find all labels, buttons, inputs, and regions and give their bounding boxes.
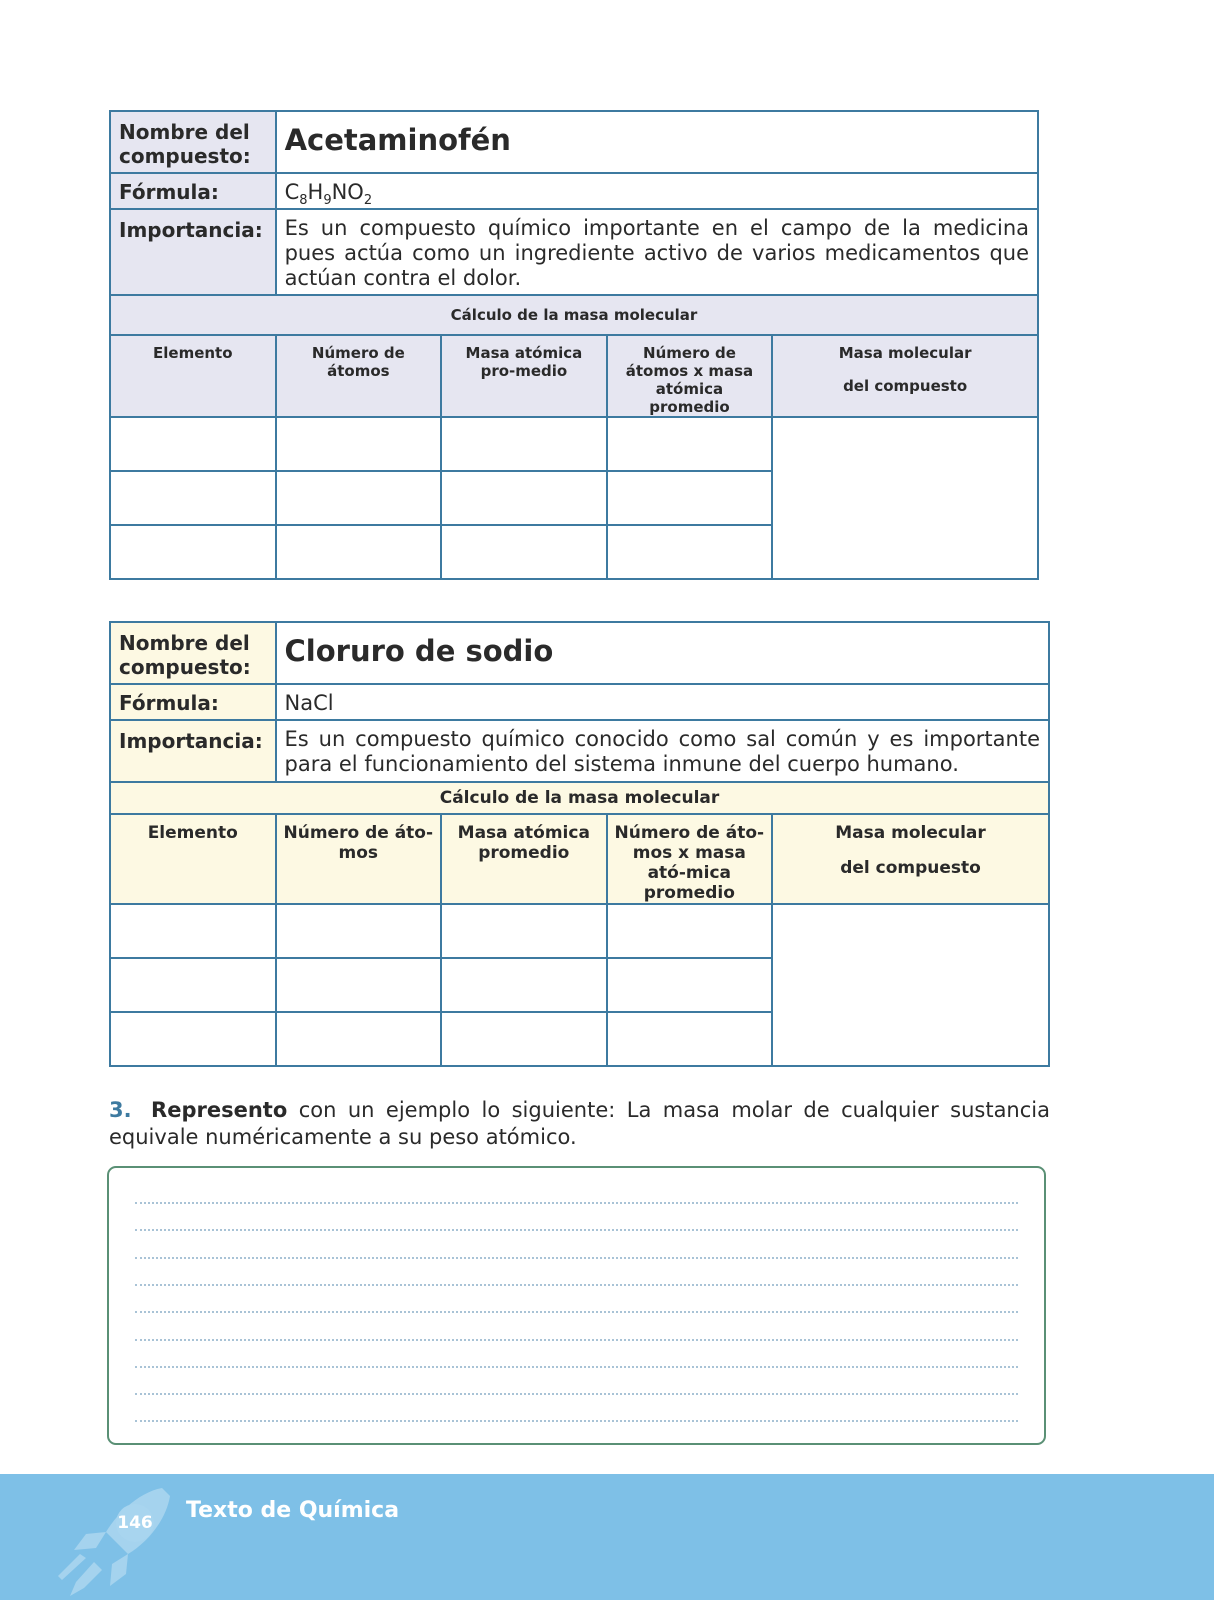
header-masa-atomica: Masa atómica promedio — [441, 814, 607, 904]
molecular-mass-cell[interactable] — [772, 904, 1049, 1066]
name-label: Nombre del compuesto: — [110, 622, 276, 684]
header-elemento: Elemento — [110, 814, 276, 904]
header-masa-atomica: Masa atómica pro-medio — [441, 335, 607, 417]
input-cell[interactable] — [110, 958, 276, 1012]
formula-symbol: NO — [331, 180, 364, 204]
input-cell[interactable] — [441, 1012, 607, 1066]
header-atomos-x-masa: Número de átomos x masa atómica promedio — [607, 335, 773, 417]
compound-name: Cloruro de sodio — [276, 622, 1049, 684]
answer-box[interactable] — [107, 1166, 1046, 1445]
compound-table-acetaminofen — [109, 110, 1039, 580]
calc-title: Cálculo de la masa molecular — [110, 782, 1049, 814]
formula-label: Fórmula: — [110, 173, 276, 209]
importance-label: Importancia: — [110, 720, 276, 782]
page-footer — [0, 1474, 1214, 1600]
header-masa-molecular-line1: Masa molecular — [835, 823, 986, 843]
input-cell[interactable] — [110, 904, 276, 958]
header-numero-atomos: Número de átomos — [276, 335, 442, 417]
input-cell[interactable] — [441, 904, 607, 958]
answer-line[interactable] — [135, 1393, 1018, 1395]
answer-line[interactable] — [135, 1311, 1018, 1313]
input-cell[interactable] — [607, 525, 773, 579]
question-verb: Represento — [151, 1098, 288, 1122]
input-cell[interactable] — [110, 525, 276, 579]
header-elemento: Elemento — [110, 335, 276, 417]
answer-line[interactable] — [135, 1420, 1018, 1422]
page-number: 146 — [116, 1504, 154, 1542]
input-cell[interactable] — [607, 1012, 773, 1066]
formula-label: Fórmula: — [110, 684, 276, 720]
importance-label: Importancia: — [110, 209, 276, 295]
header-masa-molecular-line1: Masa molecular — [838, 344, 972, 362]
header-atomos-x-masa: Número de áto-mos x masa ató-mica promedio — [607, 814, 773, 904]
input-cell[interactable] — [276, 958, 442, 1012]
input-cell[interactable] — [441, 471, 607, 525]
input-cell[interactable] — [607, 417, 773, 471]
input-cell[interactable] — [110, 1012, 276, 1066]
formula-subscript: 2 — [363, 193, 373, 208]
header-masa-molecular — [772, 814, 1049, 904]
input-cell[interactable] — [441, 958, 607, 1012]
question-number: 3. — [109, 1098, 132, 1122]
formula-subscript: 8 — [299, 193, 308, 208]
header-masa-molecular-line2: del compuesto — [843, 377, 968, 395]
answer-line[interactable] — [135, 1339, 1018, 1341]
answer-line[interactable] — [135, 1366, 1018, 1368]
answer-line[interactable] — [135, 1284, 1018, 1286]
book-title: Texto de Química — [186, 1498, 400, 1523]
input-cell[interactable] — [441, 417, 607, 471]
input-cell[interactable] — [110, 471, 276, 525]
formula-symbol: C — [284, 180, 300, 204]
compound-formula — [276, 173, 1038, 209]
header-masa-molecular — [772, 335, 1038, 417]
question-text: con un ejemplo lo siguiente: La masa molar de cualquier sustancia equivale numéricamente a su peso atómico. — [109, 1098, 1050, 1149]
rocket-icon — [50, 1484, 190, 1600]
input-cell[interactable] — [607, 958, 773, 1012]
molecular-mass-cell[interactable] — [772, 417, 1038, 579]
question-3 — [109, 1097, 1050, 1151]
header-masa-molecular-line2: del compuesto — [840, 858, 981, 878]
importance-text: Es un compuesto químico conocido como sal común y es importante para el funcionamiento del sistema inmune del cuerpo humano. — [276, 720, 1049, 782]
header-numero-atomos: Número de áto-mos — [276, 814, 442, 904]
input-cell[interactable] — [441, 525, 607, 579]
importance-text: Es un compuesto químico importante en el campo de la medicina pues actúa como un ingrediente activo de varios medicamentos que actúan contra el dolor. — [276, 209, 1038, 295]
answer-line[interactable] — [135, 1229, 1018, 1231]
input-cell[interactable] — [276, 525, 442, 579]
answer-line[interactable] — [135, 1202, 1018, 1204]
compound-formula: NaCl — [276, 684, 1049, 720]
input-cell[interactable] — [607, 471, 773, 525]
answer-line[interactable] — [135, 1257, 1018, 1259]
input-cell[interactable] — [276, 417, 442, 471]
formula-subscript: 9 — [323, 193, 332, 208]
input-cell[interactable] — [110, 417, 276, 471]
compound-table-cloruro-de-sodio — [109, 621, 1050, 1067]
formula-symbol: H — [307, 180, 324, 204]
input-cell[interactable] — [276, 1012, 442, 1066]
input-cell[interactable] — [607, 904, 773, 958]
name-label: Nombre del compuesto: — [110, 111, 276, 173]
input-cell[interactable] — [276, 471, 442, 525]
calc-title: Cálculo de la masa molecular — [110, 295, 1038, 335]
compound-name: Acetaminofén — [276, 111, 1038, 173]
input-cell[interactable] — [276, 904, 442, 958]
